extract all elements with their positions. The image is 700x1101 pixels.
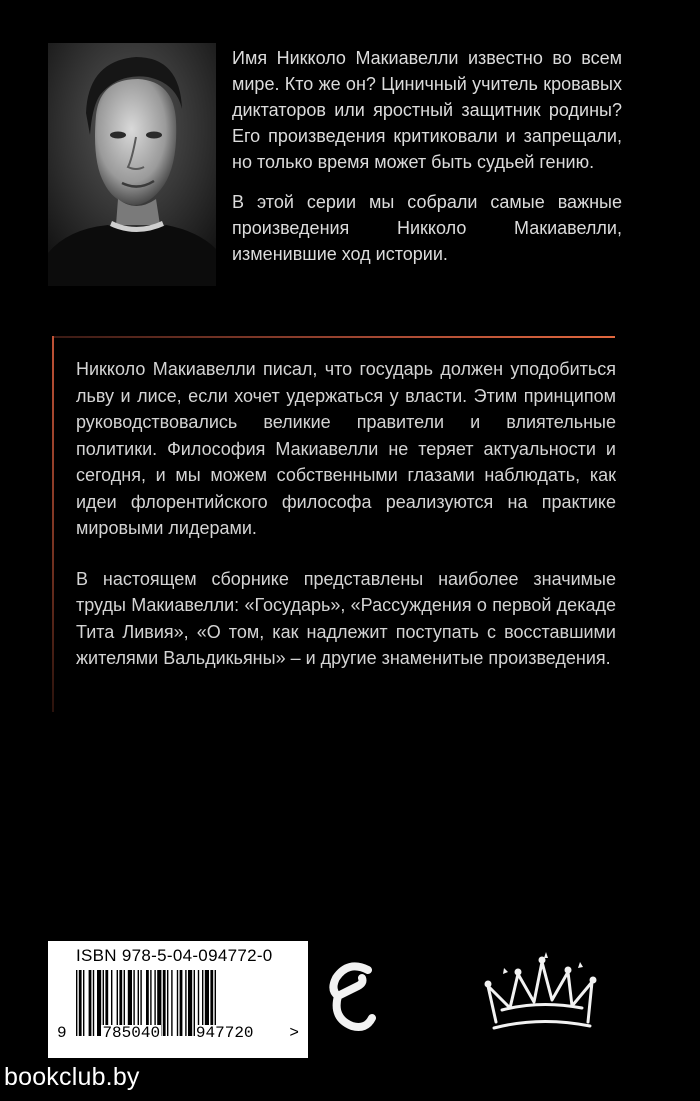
site-label: bookclub.by [4, 1063, 140, 1091]
accent-frame-left-line [52, 336, 54, 712]
barcode-quiet-mark: > [289, 1024, 299, 1042]
barcode-digit-first: 9 [57, 1024, 67, 1042]
barcode-digits-right: 947720 [195, 1024, 254, 1042]
isbn-number: ISBN 978-5-04-094772-0 [76, 946, 273, 965]
intro-text [232, 45, 622, 281]
intro-paragraph-1: Имя Никколо Макиавелли известно во всем мире. Кто же он? Циничный учитель кровавых диктаторов или яростный защитник родины? Его произведения критиковали и запрещали, но только время может быть судьей гению. [232, 48, 622, 172]
accent-frame-top-line [52, 336, 615, 338]
isbn-barcode [48, 941, 308, 1058]
intro-paragraph-2: В этой серии мы собрали самые важные произведения Никколо Макиавелли, изменившие ход истории. [232, 192, 622, 264]
description-paragraph-2: В настоящем сборнике представлены наиболее значимые труды Макиавелли: «Государь», «Рассуждения о первой декаде Тита Ливия», «О том, как надлежит поступать с восставшими жителями Вальдикьяны» – и другие знаменитые произведения. [76, 568, 616, 668]
barcode-digits-left: 785040 [102, 1024, 161, 1042]
crown-logo [480, 950, 602, 1042]
description-text [76, 356, 616, 696]
eksmo-logo [328, 956, 378, 1034]
description-paragraph-1: Никколо Макиавелли писал, что государь должен уподобиться льву и лисе, если хочет удержаться у власти. Этим принципом руководствовались великие правители и влиятельные политики. Философия Макиавелли не теряет актуальности и сегодня, и мы можем собственными глазами наблюдать, как идеи флорентийского философа реализуются на практике мировыми лидерами. [76, 359, 616, 538]
barcode-digits [56, 1025, 300, 1041]
portrait-image [48, 43, 216, 286]
